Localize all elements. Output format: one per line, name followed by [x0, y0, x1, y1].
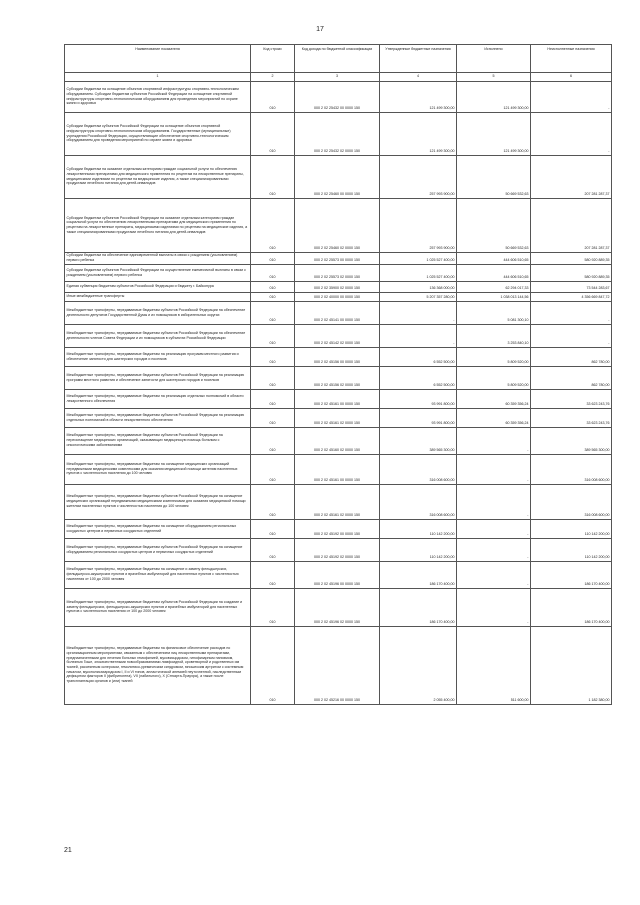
col-index: 6	[531, 72, 612, 81]
table-row	[65, 155, 612, 198]
row-code-cell: 010	[251, 561, 295, 588]
table-row	[65, 561, 612, 588]
row-name-cell: Субсидии бюджетам на обеспечение единовременной выплаты в связи с рождением (усыновлением) первого ребенка	[65, 252, 251, 264]
table-row	[65, 484, 612, 519]
row-executed-cell: 5 809 520,00	[457, 366, 531, 389]
row-kbk-cell: 000 2 02 40000 00 0000 150	[295, 292, 380, 301]
row-approved-cell: 186 170 400,00	[380, 561, 457, 588]
row-kbk-cell: 000 2 02 25460 00 0000 150	[295, 155, 380, 198]
table-row	[65, 198, 612, 252]
row-code-cell: 010	[251, 538, 295, 561]
row-executed-cell: -	[457, 454, 531, 484]
row-code-cell: 010	[251, 484, 295, 519]
col-index: 2	[251, 72, 295, 81]
table-row	[65, 427, 612, 454]
row-name-cell: Межбюджетные трансферты, передаваемые бюджетам на реализацию программ местного развития и обеспечение занятости для шахтерских городов и поселков	[65, 347, 251, 366]
row-name-cell: Межбюджетные трансферты, передаваемые бюджетам субъектов Российской Федерации на переоснащение медицинских организаций, оказывающих медицинскую помощь больным с онкологическими заболеваниями	[65, 427, 251, 454]
col-header-remaining: Неисполненные назначения	[531, 45, 612, 73]
row-name-cell: Межбюджетные трансферты, передаваемые бюджетам на оснащение медицинских организаций передвижными медицинскими комплексами для оказания медицинской помощи жителям населенных пунктов с численностью населения до 100 человек	[65, 454, 251, 484]
row-kbk-cell: 000 2 02 25573 00 0000 150	[295, 252, 380, 264]
row-kbk-cell: 000 2 02 45196 02 0000 150	[295, 588, 380, 626]
table-row	[65, 454, 612, 484]
table-row	[65, 292, 612, 301]
row-remaining-cell: 580 920 889,35	[531, 252, 612, 264]
row-code-cell: 010	[251, 281, 295, 292]
row-approved-cell: -	[380, 301, 457, 324]
row-executed-cell: 60 359 356,24	[457, 408, 531, 427]
row-approved-cell: 316 008 600,00	[380, 454, 457, 484]
row-remaining-cell: 33 623 243,76	[531, 408, 612, 427]
row-code-cell: 010	[251, 389, 295, 408]
budget-execution-table	[64, 44, 612, 705]
row-name-cell: Межбюджетные трансферты, передаваемые бюджетам субъектов Российской Федерации на создание и замену фельдшерских, фельдшерско-акушерских пунктов и врачебных амбулаторий для населенных пунктов с численностью населения от 100 до 2000 человек	[65, 588, 251, 626]
table-row	[65, 366, 612, 389]
row-remaining-cell: 389 565 300,00	[531, 427, 612, 454]
row-executed-cell: -	[457, 427, 531, 454]
row-kbk-cell: 000 2 02 45141 00 0000 150	[295, 301, 380, 324]
row-code-cell: 010	[251, 347, 295, 366]
row-kbk-cell: 000 2 02 45161 00 0000 150	[295, 454, 380, 484]
table-row	[65, 112, 612, 155]
row-code-cell: 010	[251, 626, 295, 704]
row-remaining-cell: 580 920 889,35	[531, 264, 612, 281]
table-row	[65, 264, 612, 281]
row-approved-cell: 1 025 527 400,00	[380, 264, 457, 281]
row-remaining-cell: 186 170 400,00	[531, 588, 612, 626]
page-number-top: 17	[316, 26, 324, 33]
row-kbk-cell: 000 2 02 45161 02 0000 150	[295, 408, 380, 427]
row-code-cell: 010	[251, 454, 295, 484]
row-code-cell: 010	[251, 366, 295, 389]
table-row	[65, 324, 612, 347]
column-index-row	[65, 72, 612, 81]
row-executed-cell: 3 253 840,10	[457, 324, 531, 347]
row-name-cell: Межбюджетные трансферты, передаваемые бюджетам на оснащение оборудованием региональных сосудистых центров и первичных сосудистых отделений	[65, 519, 251, 538]
row-executed-cell: -	[457, 484, 531, 519]
row-code-cell: 010	[251, 408, 295, 427]
col-header-name: Наименование показателя	[65, 45, 251, 73]
row-executed-cell: 121 499 300,00	[457, 81, 531, 112]
row-approved-cell: 110 142 200,00	[380, 538, 457, 561]
table-row	[65, 301, 612, 324]
row-remaining-cell: 316 008 600,00	[531, 454, 612, 484]
row-executed-cell: 60 359 356,24	[457, 389, 531, 408]
row-code-cell: 010	[251, 301, 295, 324]
row-approved-cell: 257 993 900,00	[380, 155, 457, 198]
row-approved-cell: 316 008 600,00	[380, 484, 457, 519]
row-name-cell: Межбюджетные трансферты, передаваемые бюджетам на финансовое обеспечение расходов по организационным мероприятиям, связанным с обеспечением лиц лекарственными препаратами, предназначенными для лечения больных гемофилией, муковисцидозом, гипофизарным нанизмом, болезнью Гоше, злокачественными новообразованиями лимфоидной, кроветворной и родственных им тканей, рассеянным склерозом, гемолитико-уремическим синдромом, юношеским артритом с системным началом, мукополисахаридозом I, II и VI типов, апластической анемией неуточненной, наследственным дефицитом факторов II (фибриногена), VII (лабильного), X (Стюарта-Прауэра), а также после трансплантации органов и (или) тканей	[65, 626, 251, 704]
row-remaining-cell: 862 780,00	[531, 366, 612, 389]
row-code-cell: 010	[251, 81, 295, 112]
row-code-cell: 010	[251, 252, 295, 264]
row-kbk-cell: 000 2 02 45192 02 0000 150	[295, 538, 380, 561]
table-body	[65, 81, 612, 704]
col-index: 3	[295, 72, 380, 81]
row-name-cell: Межбюджетные трансферты, передаваемые бюджетам субъектов Российской Федерации на реализацию программ местного развития и обеспечение занятости для шахтерских городов и поселков	[65, 366, 251, 389]
row-approved-cell: 93 991 800,00	[380, 389, 457, 408]
table-header-row	[65, 45, 612, 73]
table-row	[65, 538, 612, 561]
row-code-cell: 010	[251, 519, 295, 538]
row-executed-cell: 121 499 300,00	[457, 112, 531, 155]
row-executed-cell: 5 081 300,10	[457, 301, 531, 324]
page-number-bottom: 21	[64, 847, 72, 854]
row-approved-cell: 389 565 300,00	[380, 427, 457, 454]
row-name-cell: Субсидии бюджетам на оснащение объектов спортивной инфраструктуры спортивно-технологическим оборудованием. Субсидии бюджетам субъектов Российской Федерации на оснащение спортивной инфраструктуры спортивно-технологическим оборудованием для проведения мероприятий по охране жизни и здоровья	[65, 81, 251, 112]
table-row	[65, 347, 612, 366]
row-remaining-cell: -	[531, 81, 612, 112]
row-executed-cell: -	[457, 561, 531, 588]
row-name-cell: Межбюджетные трансферты, передаваемые бюджетам субъектов Российской Федерации на обеспечение деятельности депутатов Государственной Думы и их помощников в избирательных округах	[65, 301, 251, 324]
row-name-cell: Межбюджетные трансферты, передаваемые бюджетам субъектов Российской Федерации на оснащение медицинских организаций передвижными медицинскими комплексами для оказания медицинской помощи жителям населенных пунктов с численностью населения до 100 человек	[65, 484, 251, 519]
row-remaining-cell: -	[531, 301, 612, 324]
row-name-cell: Субсидии бюджетам субъектов Российской Федерации на осуществление ежемесячной выплаты в связи с рождением (усыновлением) первого ребенка	[65, 264, 251, 281]
row-approved-cell: 186 170 400,00	[380, 588, 457, 626]
row-approved-cell: 121 499 300,00	[380, 112, 457, 155]
row-executed-cell: -	[457, 588, 531, 626]
row-name-cell: Иные межбюджетные трансферты	[65, 292, 251, 301]
row-executed-cell: 5 809 520,00	[457, 347, 531, 366]
col-header-code: Код строки	[251, 45, 295, 73]
col-header-approved: Утвержденные бюджетные назначения	[380, 45, 457, 73]
row-remaining-cell: 207 281 287,37	[531, 155, 612, 198]
row-kbk-cell: 000 2 02 35900 02 0000 150	[295, 281, 380, 292]
row-approved-cell: -	[380, 324, 457, 347]
row-kbk-cell: 000 2 02 25573 02 0000 150	[295, 264, 380, 281]
col-index: 1	[65, 72, 251, 81]
row-approved-cell: 136 368 000,00	[380, 281, 457, 292]
row-approved-cell: 5 207 357 280,00	[380, 292, 457, 301]
table-row	[65, 519, 612, 538]
row-executed-cell: 444 606 510,65	[457, 264, 531, 281]
row-executed-cell: 444 606 510,65	[457, 252, 531, 264]
row-remaining-cell: 1 182 380,00	[531, 626, 612, 704]
row-approved-cell: 6 552 500,00	[380, 366, 457, 389]
row-kbk-cell: 000 2 02 45156 00 0000 150	[295, 347, 380, 366]
row-kbk-cell: 000 2 02 45216 00 0000 150	[295, 626, 380, 704]
row-name-cell: Межбюджетные трансферты, передаваемые бюджетам на реализацию отдельных полномочий в области лекарственного обеспечения	[65, 389, 251, 408]
row-code-cell: 010	[251, 324, 295, 347]
row-name-cell: Субсидии бюджетам на оказание отдельным категориям граждан социальной услуги по обеспечению лекарственными препаратами для медицинского применения по рецептам на лекарственные препараты, медицинскими изделиями по рецептам на медицинские изделия, а также специализированными продуктами лечебного питания для детей-инвалидов	[65, 155, 251, 198]
table-row	[65, 81, 612, 112]
row-remaining-cell: -	[531, 112, 612, 155]
col-header-kbk: Код дохода по бюджетной классификации	[295, 45, 380, 73]
row-code-cell: 010	[251, 588, 295, 626]
row-kbk-cell: 000 2 02 45192 00 0000 150	[295, 519, 380, 538]
row-approved-cell: 257 993 900,00	[380, 198, 457, 252]
row-executed-cell: 511 600,00	[457, 626, 531, 704]
row-executed-cell: -	[457, 519, 531, 538]
row-kbk-cell: 000 2 02 45161 02 0000 150	[295, 484, 380, 519]
table-row	[65, 408, 612, 427]
row-approved-cell: 1 025 527 400,00	[380, 252, 457, 264]
table-row	[65, 252, 612, 264]
row-kbk-cell: 000 2 02 45196 00 0000 150	[295, 561, 380, 588]
row-kbk-cell: 000 2 02 45142 02 0000 150	[295, 324, 380, 347]
table-row	[65, 588, 612, 626]
row-remaining-cell: -	[531, 324, 612, 347]
row-kbk-cell: 000 2 02 45160 02 0000 150	[295, 427, 380, 454]
row-executed-cell: 1 038 013 144,56	[457, 292, 531, 301]
row-remaining-cell: 186 170 400,00	[531, 561, 612, 588]
row-remaining-cell: 110 142 200,00	[531, 519, 612, 538]
row-code-cell: 010	[251, 112, 295, 155]
row-code-cell: 010	[251, 264, 295, 281]
row-approved-cell: 121 499 300,00	[380, 81, 457, 112]
row-approved-cell: 6 552 500,00	[380, 347, 457, 366]
table-row	[65, 389, 612, 408]
row-name-cell: Субсидии бюджетам субъектов Российской Федерации на оснащение объектов спортивной инфраструктуры спортивно-технологическим оборудованием. Государственные (муниципальные) учреждения Российской Федерации, осуществляющие обеспечение спортивно-технологическим оборудованием для проведения мероприятий по охране жизни и здоровья	[65, 112, 251, 155]
row-kbk-cell: 000 2 02 25432 02 0000 150	[295, 112, 380, 155]
table-row	[65, 281, 612, 292]
row-name-cell: Межбюджетные трансферты, передаваемые бюджетам субъектов Российской Федерации на реализацию отдельных полномочий в области лекарственного обеспечения	[65, 408, 251, 427]
row-remaining-cell: 207 281 287,37	[531, 198, 612, 252]
row-executed-cell: 50 669 532,63	[457, 198, 531, 252]
row-remaining-cell: 73 544 283,67	[531, 281, 612, 292]
row-name-cell: Межбюджетные трансферты, передаваемые бюджетам субъектов Российской Федерации на обеспечение деятельности членов Совета Федерации и их помощников в субъектах Российской Федерации	[65, 324, 251, 347]
row-kbk-cell: 000 2 02 25460 02 0000 150	[295, 198, 380, 252]
row-kbk-cell: 000 2 02 45156 02 0000 150	[295, 366, 380, 389]
row-code-cell: 010	[251, 292, 295, 301]
row-approved-cell: 2 055 400,00	[380, 626, 457, 704]
col-index: 4	[380, 72, 457, 81]
row-name-cell: Межбюджетные трансферты, передаваемые бюджетам субъектов Российской Федерации на оснащение оборудованием региональных сосудистых центров и первичных сосудистых отделений	[65, 538, 251, 561]
row-code-cell: 010	[251, 427, 295, 454]
table-row	[65, 626, 612, 704]
row-remaining-cell: 316 008 600,00	[531, 484, 612, 519]
row-approved-cell: 110 142 200,00	[380, 519, 457, 538]
row-approved-cell: 93 991 800,00	[380, 408, 457, 427]
row-remaining-cell: 4 356 669 847,72	[531, 292, 612, 301]
row-remaining-cell: 33 623 243,76	[531, 389, 612, 408]
row-executed-cell: 50 669 532,63	[457, 155, 531, 198]
row-name-cell: Единая субвенция бюджетам субъектов Российской Федерации и бюджету г. Байконура	[65, 281, 251, 292]
col-index: 5	[457, 72, 531, 81]
row-remaining-cell: 110 142 200,00	[531, 538, 612, 561]
row-name-cell: Субсидии бюджетам субъектов Российской Федерации на оказание отдельным категориям граждан социальной услуги по обеспечению лекарственными препаратами для медицинского применения по рецептам на лекарственные препараты, медицинскими изделиями по рецептам на медицинские изделия, а также специализированными продуктами лечебного питания для детей-инвалидов	[65, 198, 251, 252]
row-remaining-cell: 862 780,00	[531, 347, 612, 366]
row-name-cell: Межбюджетные трансферты, передаваемые бюджетам на оснащение и замену фельдшерских, фельдшерско-акушерских пунктов и врачебных амбулаторий для населенных пунктов с численностью населения от 100 до 2000 человек	[65, 561, 251, 588]
row-kbk-cell: 000 2 02 25432 00 0000 150	[295, 81, 380, 112]
row-executed-cell: 62 294 017,33	[457, 281, 531, 292]
row-executed-cell: -	[457, 538, 531, 561]
row-code-cell: 010	[251, 155, 295, 198]
row-kbk-cell: 000 2 02 45161 00 0000 150	[295, 389, 380, 408]
col-header-executed: Исполнено	[457, 45, 531, 73]
row-code-cell: 010	[251, 198, 295, 252]
